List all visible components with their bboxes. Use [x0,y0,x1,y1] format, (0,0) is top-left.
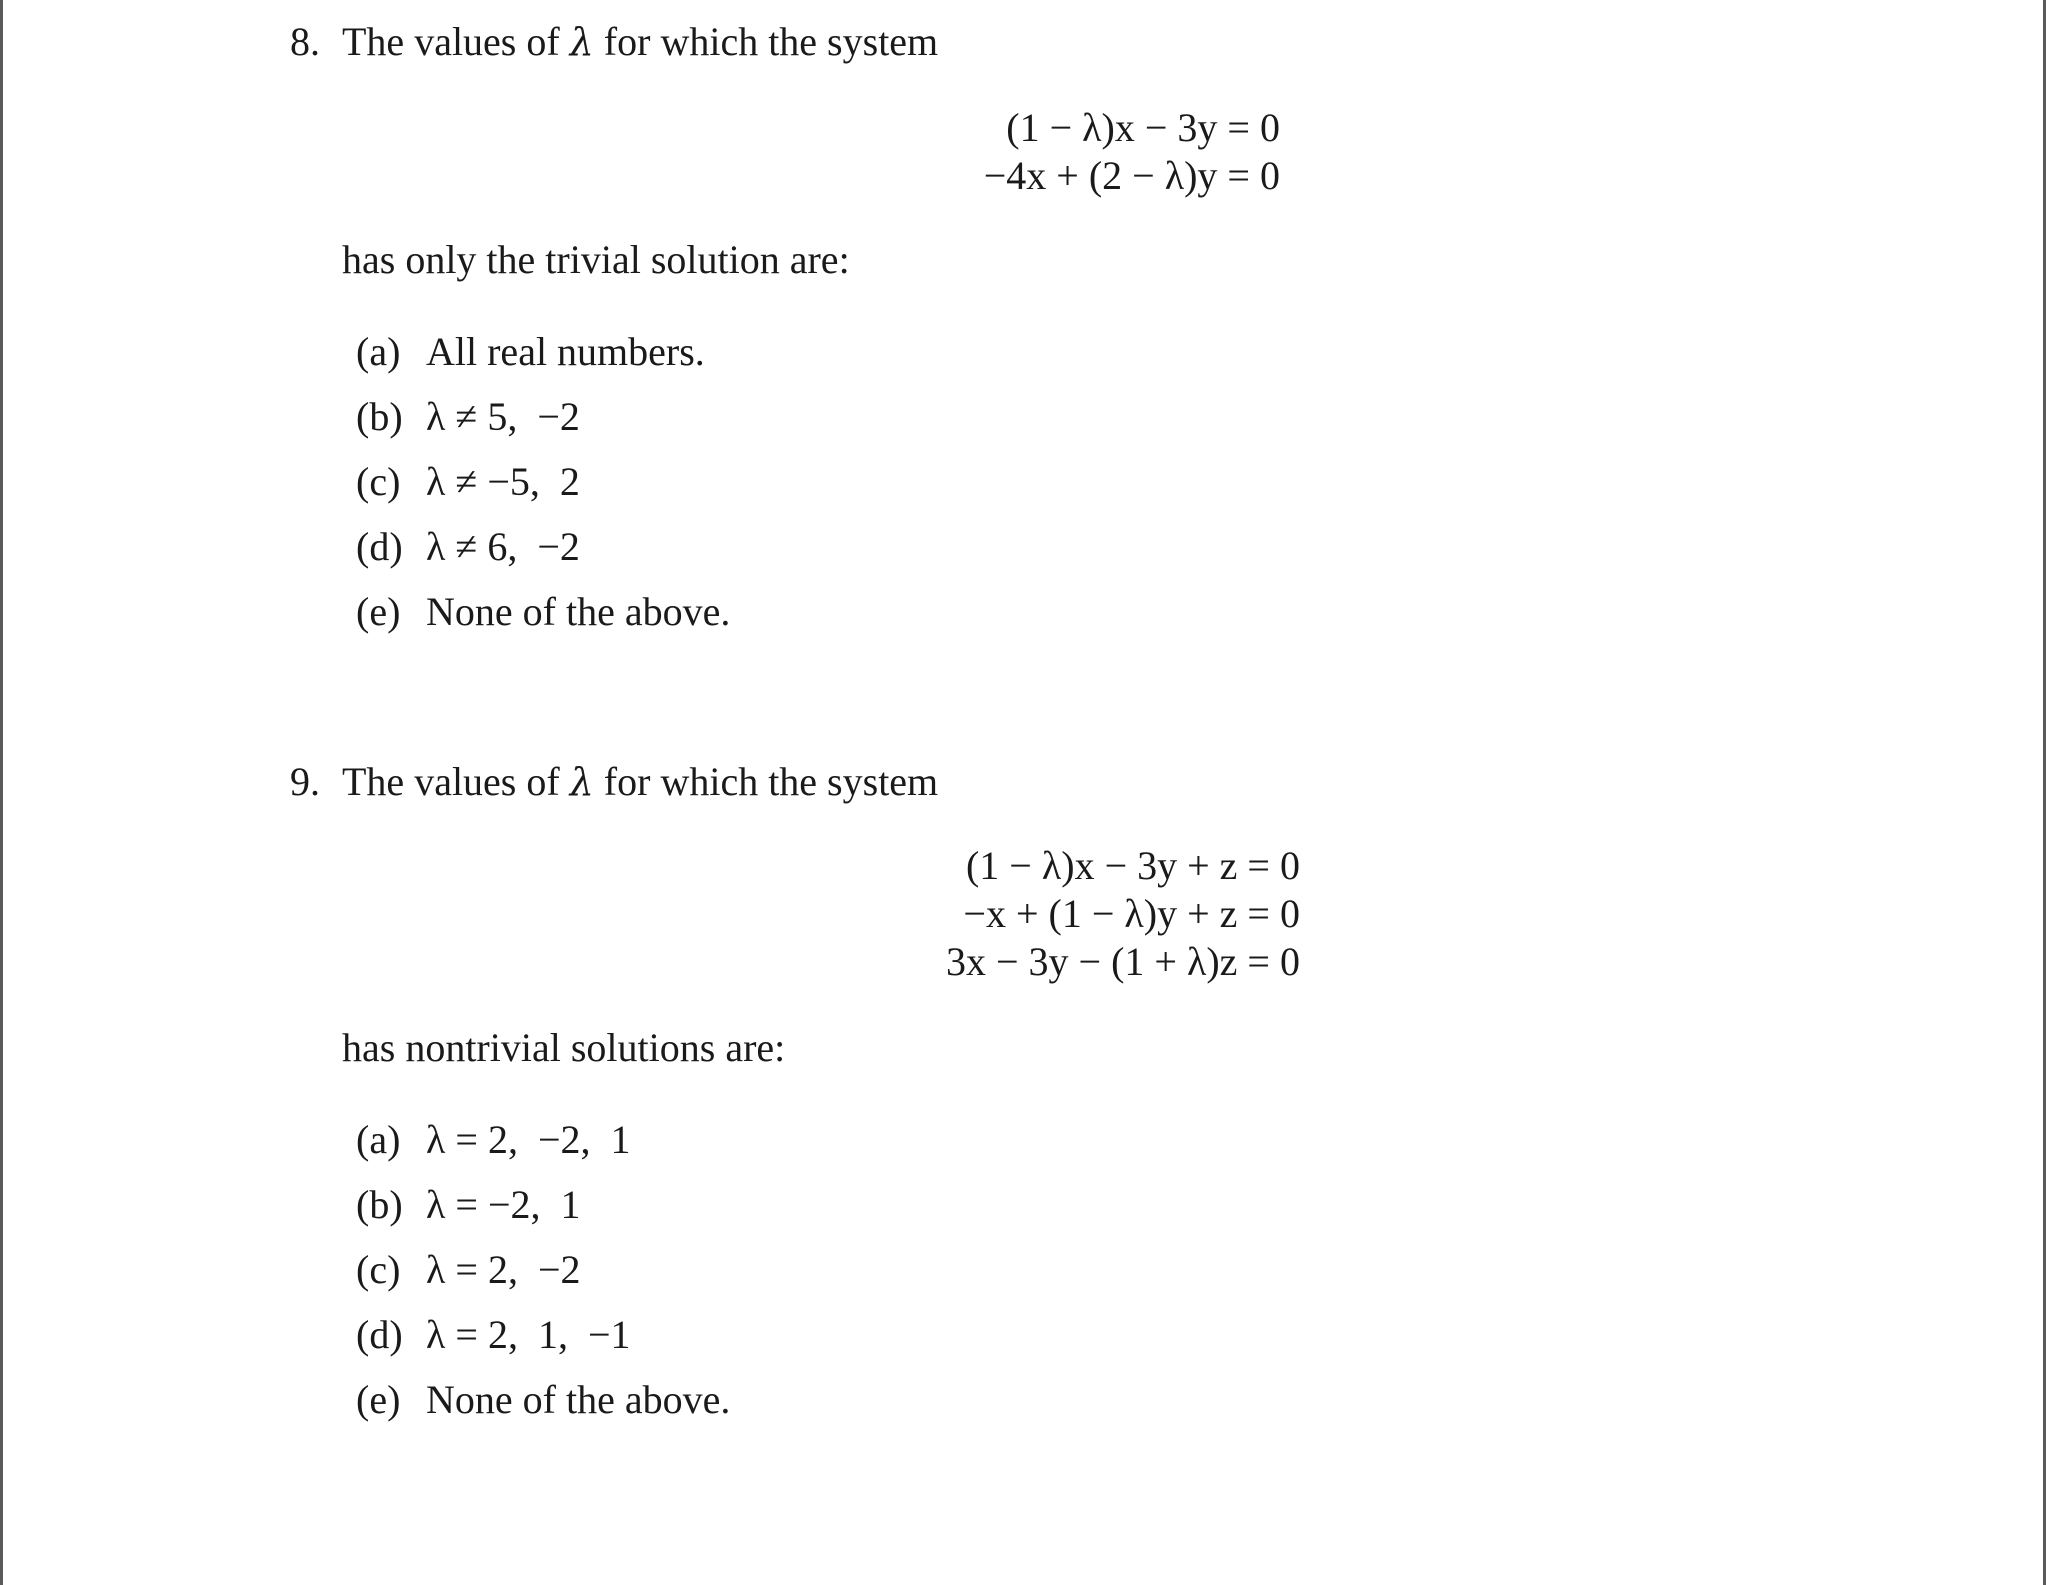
option-a[interactable] [356,330,705,374]
option-label: (a) [356,1117,401,1162]
option-label: (e) [356,589,401,634]
option-c[interactable] [356,460,580,504]
option-a[interactable] [356,1118,631,1162]
equation-line-2: −x + (1 − λ)y + z = 0 [963,891,1300,936]
equation-line-2: −4x + (2 − λ)y = 0 [983,153,1280,198]
equation-line-1: (1 − λ)x − 3y = 0 [1006,105,1280,150]
option-e[interactable] [356,1378,730,1422]
question-condition: has nontrivial solutions are: [342,1025,786,1070]
equation-line-1: (1 − λ)x − 3y + z = 0 [965,843,1300,888]
stem-before: The values of [342,19,570,64]
option-label: (c) [356,459,401,504]
option-text: λ = 2, 1, −1 [426,1312,631,1357]
question-number: 8. [290,19,320,64]
option-d[interactable] [356,525,580,569]
option-text: λ = −2, 1 [426,1182,581,1227]
equation-line-3: 3x − 3y − (1 + λ)z = 0 [945,939,1300,984]
option-b[interactable] [356,395,580,439]
option-c[interactable] [356,1248,581,1292]
option-label: (e) [356,1377,401,1422]
option-text: None of the above. [426,1377,731,1422]
option-text: None of the above. [426,589,731,634]
option-d[interactable] [356,1313,631,1357]
option-e[interactable] [356,590,730,634]
question-stem [342,760,938,804]
option-label: (a) [356,329,401,374]
lambda-symbol: λ [569,20,594,64]
question-number: 9. [290,759,320,804]
option-text: λ = 2, −2, 1 [426,1117,631,1162]
lambda-symbol: λ [569,760,594,804]
option-label: (d) [356,524,403,569]
page-left-border [0,0,3,1585]
option-text: λ = 2, −2 [426,1247,581,1292]
option-text: λ ≠ 6, −2 [426,524,580,569]
option-label: (d) [356,1312,403,1357]
option-label: (c) [356,1247,401,1292]
question-condition: has only the trivial solution are: [342,237,850,282]
stem-after: for which the system [593,19,939,64]
option-text: All real numbers. [426,329,705,374]
option-label: (b) [356,394,403,439]
option-text: λ ≠ 5, −2 [426,394,580,439]
stem-after: for which the system [593,759,939,804]
option-text: λ ≠ −5, 2 [426,459,580,504]
option-label: (b) [356,1182,403,1227]
question-stem [342,20,938,64]
option-b[interactable] [356,1183,581,1227]
stem-before: The values of [342,759,570,804]
